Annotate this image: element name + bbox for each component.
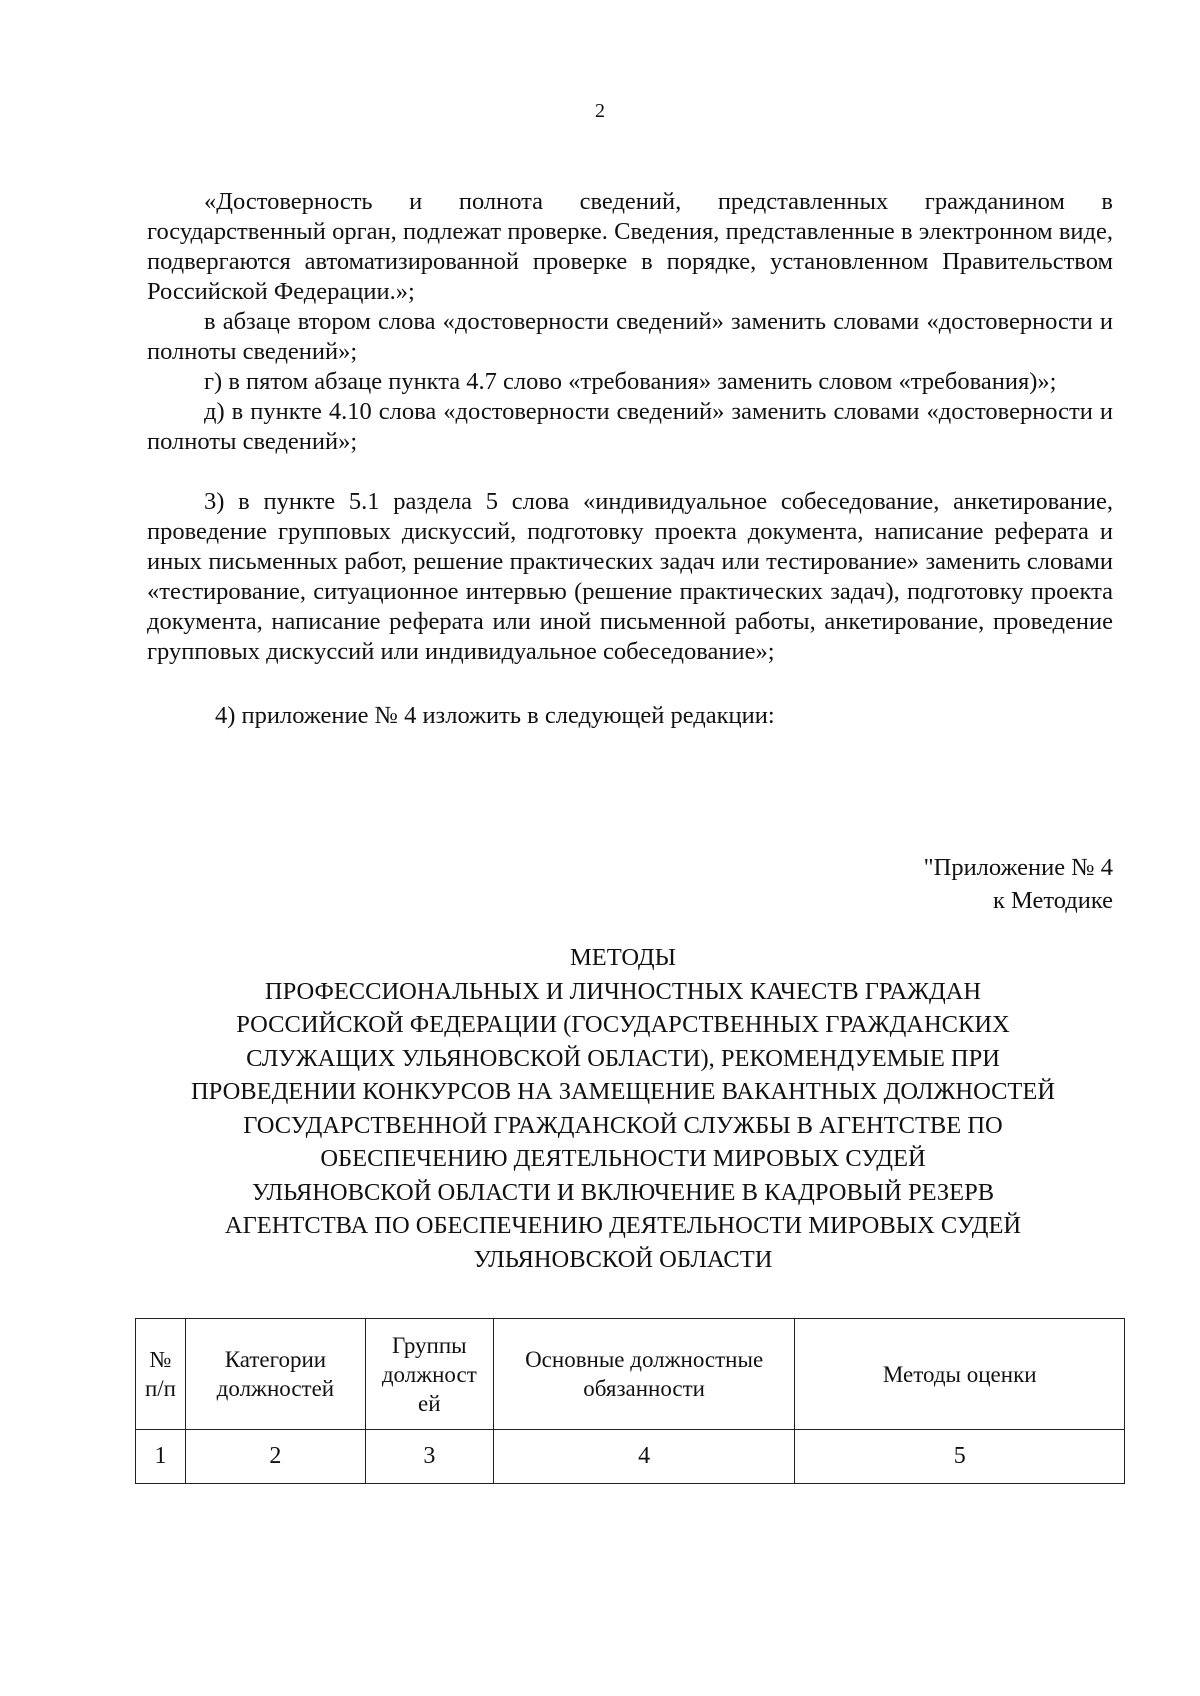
paragraph-item-d: д) в пункте 4.10 слова «достоверности сведений» заменить словами «достоверности и полноты сведений»; [147,398,1113,455]
title-line: УЛЬЯНОВСКОЙ ОБЛАСТИ И ВКЛЮЧЕНИЕ В КАДРОВЫЙ РЕЗЕРВ [251,1178,995,1206]
title-line: АГЕНТСТВА ПО ОБЕСПЕЧЕНИЮ ДЕЯТЕЛЬНОСТИ МИРОВЫХ СУДЕЙ [224,1212,1022,1239]
table-cell: 5 [795,1430,1125,1484]
table-cell: 1 [136,1430,186,1484]
table-row [136,1430,1125,1484]
body-text [147,187,1113,731]
annex-line-2: к Методике [992,887,1113,914]
paragraph-quote: «Достоверность и полнота сведений, представленных гражданином в государственный орган, подлежат проверке. Сведения, представленные в электронном виде, подвергаются автоматизированной проверке в порядке, установленном Правительством Российской Федерации.»; [147,188,1113,305]
header-categories: Категории должностей [185,1319,365,1430]
title-line: МЕТОДЫ [570,944,676,971]
header-groups: Группы должност ей [365,1319,493,1430]
paragraph-item-4: 4) приложение № 4 изложить в следующей редакции: [215,702,775,729]
title-line: ПРОФЕССИОНАЛЬНЫХ И ЛИЧНОСТНЫХ КАЧЕСТВ ГРАЖДАН [264,977,982,1005]
table-cell: 3 [365,1430,493,1484]
annex-caption [924,851,1113,917]
page-number: 2 [595,100,605,122]
title-line: РОССИЙСКОЙ ФЕДЕРАЦИИ (ГОСУДАРСТВЕННЫХ ГРАЖДАНСКИХ [236,1011,1010,1038]
header-duties: Основные должностные обязанности [493,1319,795,1430]
title-line: УЛЬЯНОВСКОЙ ОБЛАСТИ [473,1245,773,1273]
header-number: № п/п [136,1319,186,1430]
annex-line-1: "Приложение № 4 [923,854,1113,881]
title-line: ПРОВЕДЕНИИ КОНКУРСОВ НА ЗАМЕЩЕНИЕ ВАКАНТНЫХ ДОЛЖНОСТЕЙ [190,1078,1056,1105]
header-methods: Методы оценки [795,1319,1125,1430]
table-header-row [136,1319,1125,1430]
methods-table [135,1318,1125,1484]
title-line: ГОСУДАРСТВЕННОЙ ГРАЖДАНСКОЙ СЛУЖБЫ В АГЕНТСТВЕ ПО [243,1111,1003,1139]
paragraph-abzac-vtorom: в абзаце втором слова «достоверности сведений» заменить словами «достоверности и полноты сведений»; [147,308,1113,365]
table-cell: 4 [493,1430,795,1484]
paragraph-item-3: 3) в пункте 5.1 раздела 5 слова «индивидуальное собеседование, анкетирование, проведение групповых дискуссий, подготовку проекта документа, написание реферата и иных письменных работ, решение практических задач или тестирование» заменить словами «тестирование, ситуационное интервью (решение практических задач), подготовку проекта документа, написание реферата или иной письменной работы, анкетирование, проведение групповых дискуссий или индивидуальное собеседование»; [147,488,1113,665]
paragraph-item-g: г) в пятом абзаце пункта 4.7 слово «требования» заменить словом «требования)»; [204,368,1057,395]
table-cell: 2 [185,1430,365,1484]
document-title [130,941,1116,1276]
title-line: ОБЕСПЕЧЕНИЮ ДЕЯТЕЛЬНОСТИ МИРОВЫХ СУДЕЙ [320,1145,926,1172]
title-line: СЛУЖАЩИХ УЛЬЯНОВСКОЙ ОБЛАСТИ), РЕКОМЕНДУЕМЫЕ ПРИ [246,1044,1000,1072]
